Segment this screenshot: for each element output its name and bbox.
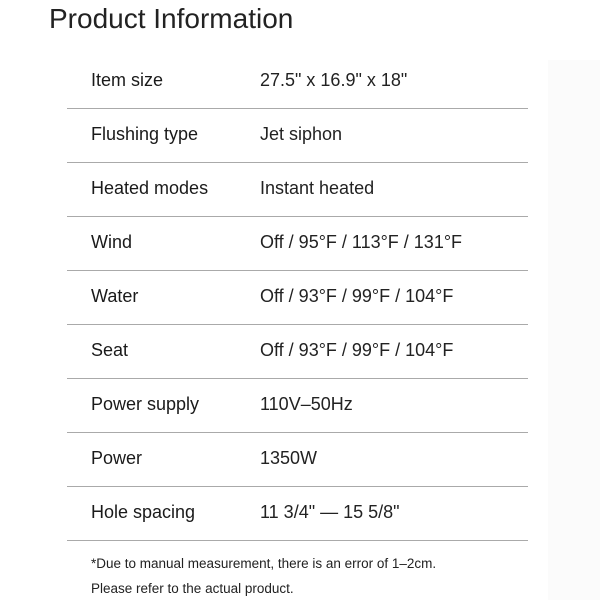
spec-label: Power [91,448,143,468]
spec-value: Off / 95°F / 113°F / 131°F [260,232,463,252]
spec-row [67,54,528,109]
spec-label: Wind [91,232,133,252]
spec-label: Power supply [91,394,200,414]
spec-value: 11 3/4" — 15 5/8" [260,502,400,522]
spec-value: Off / 93°F / 99°F / 104°F [260,286,454,306]
refer-note: Please refer to the actual product. [91,581,294,596]
spec-row [67,432,528,487]
spec-row [67,324,528,379]
spec-label: Heated modes [91,178,209,198]
spec-label: Hole spacing [91,502,196,522]
page-title: Product Information [49,3,294,34]
spec-row [67,216,528,271]
spec-label: Seat [91,340,129,360]
spec-value: 27.5" x 16.9" x 18" [260,70,408,90]
spec-row [67,378,528,433]
spec-value: Off / 93°F / 99°F / 104°F [260,340,454,360]
spec-value: Jet siphon [260,124,343,144]
spec-label: Flushing type [91,124,199,144]
spec-label: Item size [91,70,164,90]
spec-row [67,486,528,541]
spec-value: 1350W [260,448,318,468]
spec-value: Instant heated [260,178,375,198]
spec-row [67,108,528,163]
spec-label: Water [91,286,139,306]
measurement-note: *Due to manual measurement, there is an error of 1–2cm. [91,556,437,571]
spec-value: 110V–50Hz [260,394,353,414]
spec-row [67,162,528,217]
spec-row [67,270,528,325]
side-panel [548,60,600,600]
